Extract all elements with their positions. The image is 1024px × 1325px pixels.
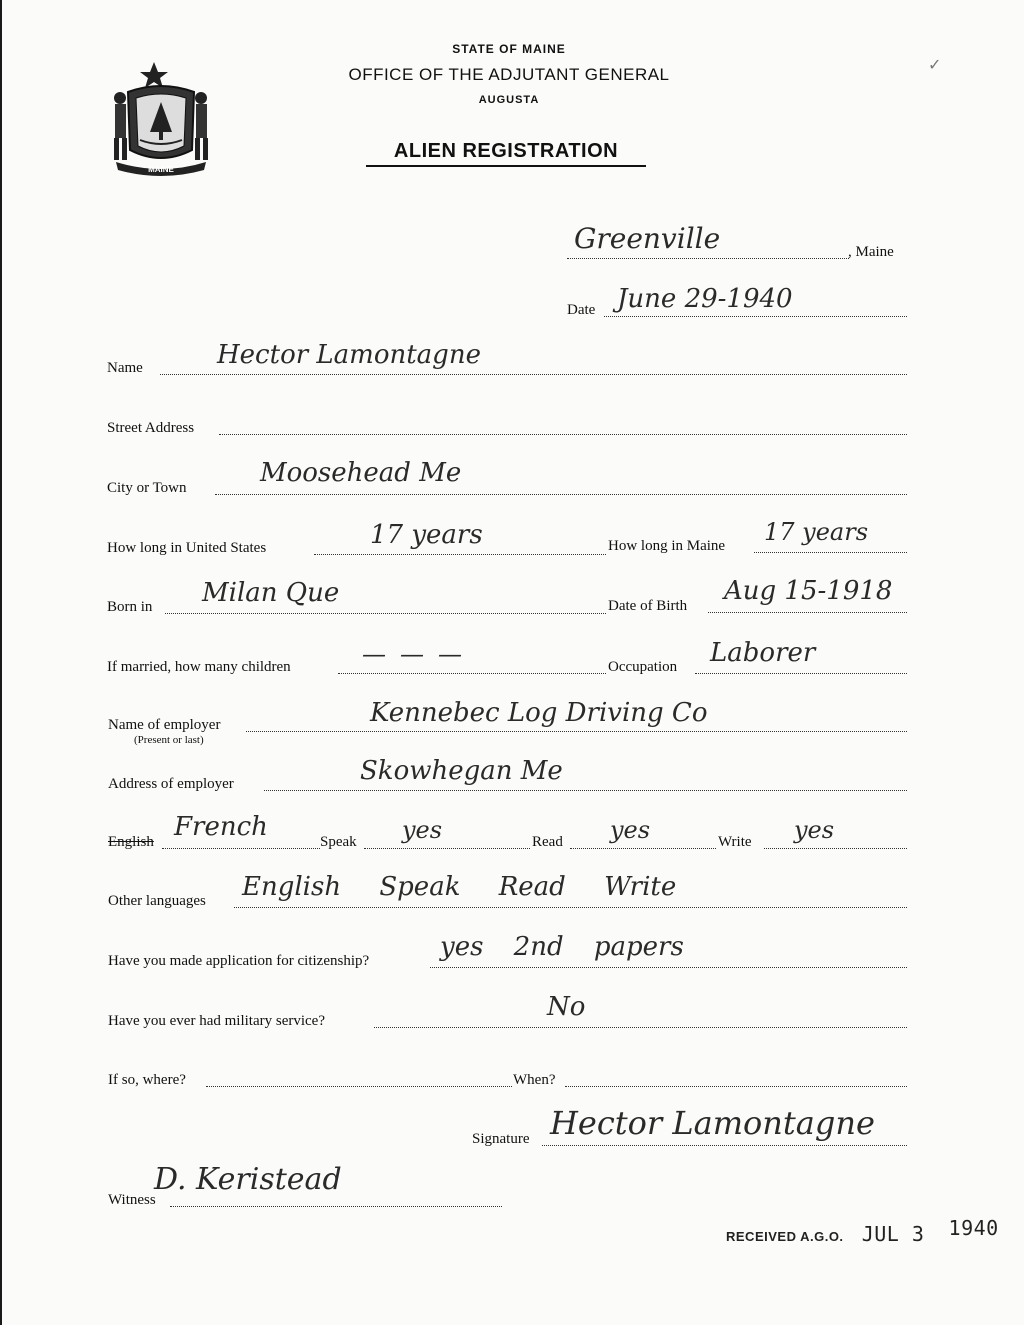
how-long-us-line [314,554,606,555]
signature-line [542,1145,907,1146]
office-heading: OFFICE OF THE ADJUTANT GENERAL [348,65,670,84]
city-town-line [215,494,907,495]
date-of-birth-value: Aug 15-1918 [724,576,893,606]
when-line [565,1086,907,1087]
received-stamp-label: RECEIVED A.G.O. [726,1229,844,1244]
how-long-maine-value: 17 years [764,518,869,546]
english-struck-label: English [108,834,154,850]
how-long-us-value: 17 years [370,520,483,550]
children-line [338,673,606,674]
check-mark-icon: ✓ [928,57,942,74]
children-label: If married, how many children [107,659,291,675]
employer-address-value: Skowhegan Me [360,756,563,786]
native-language-value: French [174,812,268,842]
other-languages-value: English Speak Read Write [242,872,677,902]
military-line [374,1027,907,1028]
employer-address-label: Address of employer [108,776,234,792]
date-label: Date [567,302,596,318]
employer-address-line [264,790,907,791]
write-label: Write [718,834,752,850]
received-stamp-date: JUL 3 [861,1222,925,1246]
place-label: , Maine [848,244,894,260]
witness-label: Witness [108,1192,156,1208]
form-title: ALIEN REGISTRATION [366,140,646,167]
born-in-line [165,613,606,614]
name-label: Name [107,360,143,376]
occupation-value: Laborer [710,638,816,668]
how-long-maine-label: How long in Maine [608,538,726,554]
city-town-value: Moosehead Me [260,458,462,488]
read-line [570,848,716,849]
other-languages-label: Other languages [108,893,206,909]
language-line [162,848,320,849]
place-line [567,258,849,259]
employer-value: Kennebec Log Driving Co [370,698,708,728]
name-line [160,374,907,375]
where-label: If so, where? [108,1072,186,1088]
place-value: Greenville [574,222,721,255]
signature-label: Signature [472,1131,530,1147]
military-label: Have you ever had military service? [108,1013,325,1029]
date-of-birth-line [708,612,907,613]
speak-line [364,848,530,849]
seal-banner-text: MAINE [148,165,174,174]
write-line [764,848,907,849]
born-in-value: Milan Que [202,578,340,608]
received-stamp-year: 1940 [948,1216,999,1240]
state-heading: STATE OF MAINE [452,42,566,56]
witness-line [170,1206,502,1207]
born-in-label: Born in [107,599,153,615]
military-value: No [547,992,586,1022]
speak-value: yes [402,816,443,844]
occupation-label: Occupation [608,659,678,675]
read-label: Read [532,834,563,850]
children-value: ——— [362,640,476,668]
citizenship-value: yes 2nd papers [440,932,684,962]
signature-value: Hector Lamontagne [550,1104,875,1142]
write-value: yes [794,816,835,844]
city-heading: AUGUSTA [478,94,540,106]
employer-sublabel: (Present or last) [134,734,204,746]
date-line [604,316,907,317]
street-address-line [219,434,907,435]
speak-label: Speak [320,834,357,850]
how-long-maine-line [754,552,907,553]
street-address-label: Street Address [107,420,195,436]
when-label: When? [513,1072,556,1088]
read-value: yes [610,816,651,844]
how-long-us-label: How long in United States [107,540,267,556]
occupation-line [695,673,907,674]
citizenship-line [430,967,907,968]
received-stamp [726,1216,999,1246]
citizenship-label: Have you made application for citizenship? [108,953,370,969]
date-of-birth-label: Date of Birth [608,598,688,614]
city-town-label: City or Town [107,480,187,496]
where-line [206,1086,512,1087]
date-value: June 29-1940 [617,284,793,314]
employer-line [246,731,907,732]
employer-label: Name of employer [108,717,221,733]
name-value: Hector Lamontagne [217,340,481,370]
witness-value: D. Keristead [154,1162,342,1197]
other-languages-line [234,907,907,908]
